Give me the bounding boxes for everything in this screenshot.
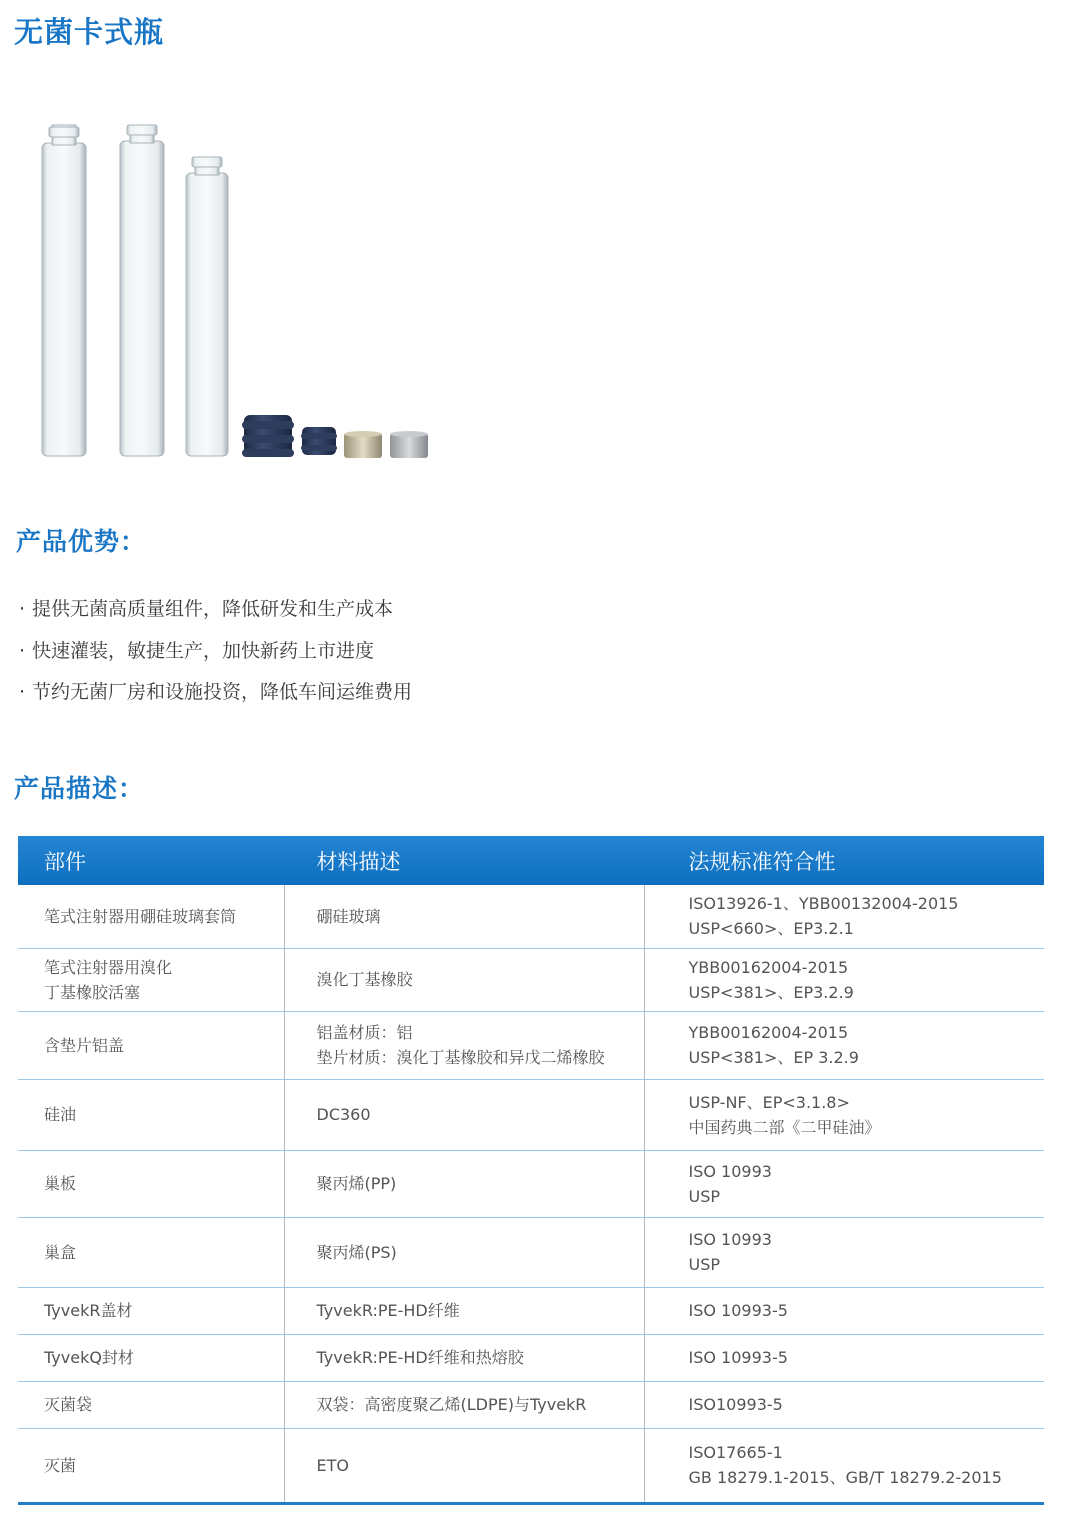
table-row — [18, 1334, 1044, 1381]
cell-text: YBB00162004-2015 — [688, 957, 849, 977]
cell-text: 垫片材质：溴化丁基橡胶和异戊二烯橡胶 — [316, 1048, 605, 1067]
material-cell — [284, 1428, 644, 1503]
material-cell — [284, 1217, 644, 1287]
table-row — [18, 1428, 1044, 1503]
cell-text: 灭菌 — [44, 1455, 77, 1475]
standard-cell — [644, 1334, 1044, 1381]
cell-text: 笔式注射器用硼硅玻璃套筒 — [44, 906, 237, 926]
material-cell — [284, 885, 644, 948]
standard-cell — [644, 1079, 1044, 1150]
list-item — [14, 636, 412, 678]
standard-cell — [644, 885, 1044, 948]
cartridge-1 — [42, 125, 86, 456]
cell-text: TyvekR:PE-HD纤维 — [316, 1301, 460, 1320]
cell-text: 巢板 — [44, 1174, 77, 1193]
cell-text: 灭菌袋 — [44, 1395, 93, 1414]
standard-cell — [644, 1381, 1044, 1428]
cell-text: TyvekR:PE-HD纤维和热熔胶 — [316, 1348, 524, 1367]
standard-cell — [644, 1011, 1044, 1079]
cell-text: 双袋：高密度聚乙烯(LDPE)与TyvekR — [316, 1395, 587, 1414]
cell-text: 硼硅玻璃 — [316, 906, 381, 926]
standard-cell — [644, 948, 1044, 1011]
part-cell — [18, 885, 284, 948]
table-row — [18, 948, 1044, 1011]
cell-text: 硅油 — [44, 1105, 77, 1124]
rubber-plunger-large — [242, 415, 294, 457]
cell-text: DC360 — [316, 1105, 371, 1124]
cell-text: 丁基橡胶活塞 — [44, 982, 141, 1002]
cell-text: 聚丙烯(PP) — [316, 1174, 397, 1193]
part-cell — [18, 1287, 284, 1334]
cell-text: YBB00162004-2015 — [688, 1023, 849, 1042]
table-header-row — [18, 836, 1044, 885]
cell-text: ISO 10993 — [688, 1161, 772, 1181]
header-part: 部件 — [18, 836, 284, 885]
part-cell — [18, 1381, 284, 1428]
cell-text: USP<381>、EP 3.2.9 — [688, 1048, 859, 1067]
advantages-list — [14, 594, 412, 719]
part-cell — [18, 1334, 284, 1381]
cell-text: USP<660>、EP3.2.1 — [688, 919, 854, 939]
material-cell — [284, 1287, 644, 1334]
table-row — [18, 1011, 1044, 1079]
bullet: · — [18, 639, 26, 662]
material-cell — [284, 1150, 644, 1217]
part-cell — [18, 1079, 284, 1150]
cartridge-3 — [186, 157, 228, 456]
cell-text: 铝盖材质：铝 — [316, 1023, 413, 1042]
part-cell — [18, 1150, 284, 1217]
standard-cell — [644, 1428, 1044, 1503]
table-row — [18, 1217, 1044, 1287]
silver-cap — [390, 431, 428, 458]
advantages-heading: 产品优势： — [16, 527, 147, 556]
list-item — [14, 594, 412, 636]
cell-text: ISO 10993-5 — [688, 1348, 788, 1367]
bullet: · — [18, 598, 26, 620]
cell-text: GB 18279.1-2015、GB/T 18279.2-2015 — [688, 1468, 1002, 1487]
material-cell — [284, 1381, 644, 1428]
part-cell — [18, 1428, 284, 1503]
table-row — [18, 885, 1044, 948]
rubber-plunger-small — [301, 427, 337, 455]
part-cell — [18, 948, 284, 1011]
cell-text: USP — [688, 1255, 721, 1274]
material-cell — [284, 1079, 644, 1150]
cartridge-2 — [120, 125, 164, 456]
cell-text: ISO 10993 — [688, 1230, 772, 1249]
part-cell — [18, 1011, 284, 1079]
header-material: 材料描述 — [284, 836, 644, 885]
cell-text: 含垫片铝盖 — [44, 1035, 125, 1055]
material-cell — [284, 1011, 644, 1079]
advantage-text: 节约无菌厂房和设施投资，降低车间运维费用 — [32, 681, 413, 703]
cell-text: ISO 10993-5 — [688, 1301, 788, 1320]
table-row — [18, 1079, 1044, 1150]
bullet: · — [18, 681, 26, 703]
standard-cell — [644, 1217, 1044, 1287]
header-standard: 法规标准符合性 — [644, 836, 1044, 885]
table-row — [18, 1150, 1044, 1217]
cell-text: 溴化丁基橡胶 — [316, 970, 413, 989]
cell-text: USP<381>、EP3.2.9 — [688, 982, 854, 1002]
material-cell — [284, 948, 644, 1011]
standard-cell — [644, 1287, 1044, 1334]
part-cell — [18, 1217, 284, 1287]
gold-cap — [344, 431, 382, 458]
cell-text: USP — [688, 1186, 721, 1206]
list-item — [14, 677, 412, 719]
table-row — [18, 1381, 1044, 1428]
cell-text: ISO13926-1、YBB00132004-2015 — [688, 894, 959, 914]
description-heading: 产品描述： — [14, 774, 145, 803]
standard-cell — [644, 1150, 1044, 1217]
cell-text: 聚丙烯(PS) — [316, 1242, 397, 1262]
cell-text: USP-NF、EP<3.1.8> — [688, 1092, 850, 1112]
material-cell — [284, 1334, 644, 1381]
cell-text: TyvekR盖材 — [44, 1301, 133, 1320]
advantage-text: 快速灌装，敏捷生产，加快新药上市进度 — [32, 639, 375, 662]
cell-text: 巢盒 — [44, 1242, 77, 1262]
spec-table — [18, 836, 1044, 1505]
cell-text: ETO — [316, 1455, 349, 1475]
cell-text: ISO10993-5 — [688, 1395, 783, 1414]
cell-text: ISO17665-1 — [688, 1443, 783, 1462]
product-photo — [30, 115, 440, 470]
table-row — [18, 1287, 1044, 1334]
page-title: 无菌卡式瓶 — [14, 15, 165, 49]
advantage-text: 提供无菌高质量组件，降低研发和生产成本 — [32, 598, 394, 620]
cell-text: 笔式注射器用溴化 — [44, 957, 173, 977]
cell-text: TyvekQ封材 — [44, 1348, 134, 1367]
cell-text: 中国药典二部《二甲硅油》 — [688, 1117, 881, 1137]
